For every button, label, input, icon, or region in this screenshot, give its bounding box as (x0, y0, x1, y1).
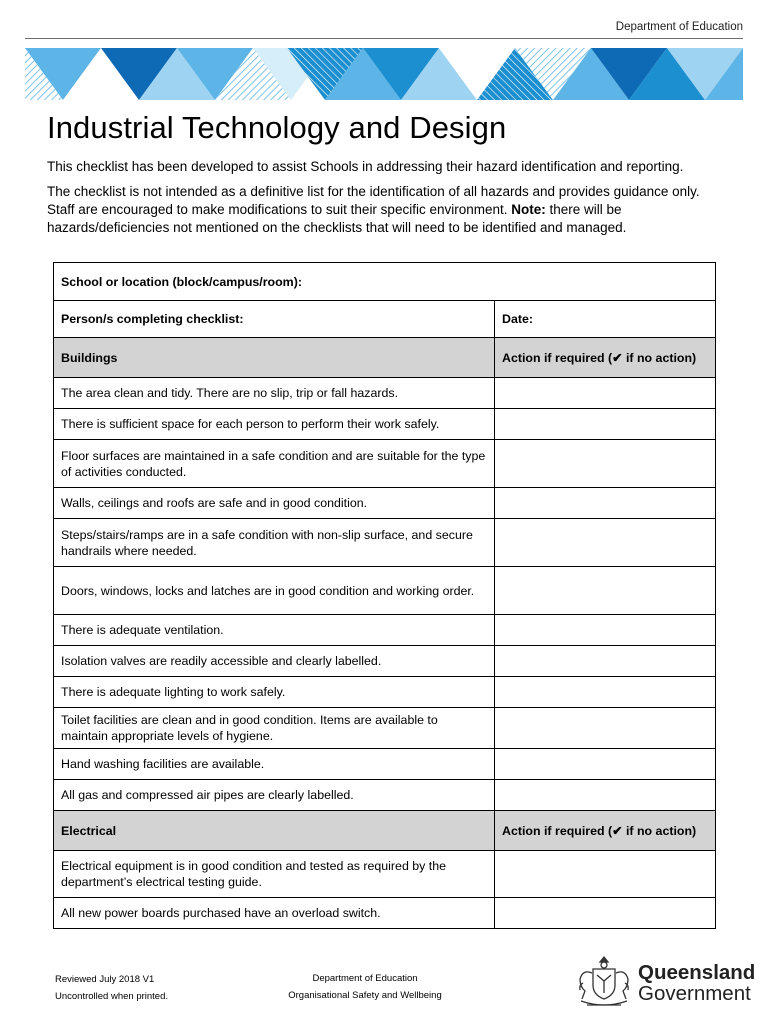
action-cell[interactable] (495, 749, 716, 780)
checklist-item-text: There is adequate ventilation. (54, 615, 495, 646)
action-cell[interactable] (495, 378, 716, 409)
section-header-buildings (54, 338, 716, 378)
checklist-item-text: All new power boards purchased have an overload switch. (54, 898, 495, 929)
action-cell[interactable] (495, 677, 716, 708)
action-cell[interactable] (495, 488, 716, 519)
checklist-row (54, 677, 716, 708)
checklist-row (54, 488, 716, 519)
checklist-row (54, 440, 716, 488)
checklist-item-text: There is sufficient space for each person to perform their work safely. (54, 409, 495, 440)
checklist-row (54, 646, 716, 677)
logo-government-text: Government (638, 982, 751, 1005)
date-field[interactable]: Date: (495, 301, 716, 338)
checklist-item-text: Isolation valves are readily accessible and clearly labelled. (54, 646, 495, 677)
action-cell[interactable] (495, 615, 716, 646)
action-cell[interactable] (495, 567, 716, 615)
checklist-row (54, 519, 716, 567)
intro-paragraph-1: This checklist has been developed to assist Schools in addressing their hazard identification and reporting. (47, 159, 684, 174)
footer-reviewed: Reviewed July 2018 V1 (55, 974, 155, 985)
checklist-item-text: The area clean and tidy. There are no slip, trip or fall hazards. (54, 378, 495, 409)
checklist-item-text: Electrical equipment is in good condition and tested as required by the department’s electrical testing guide. (54, 851, 495, 898)
footer-uncontrolled: Uncontrolled when printed. (55, 991, 169, 1002)
checklist-row (54, 780, 716, 811)
section-header-electrical (54, 811, 716, 851)
header-department: Department of Education (615, 21, 743, 33)
checklist-row (54, 615, 716, 646)
checklist-item-text: Steps/stairs/ramps are in a safe condition with non-slip surface, and secure handrails where needed. (54, 519, 495, 567)
action-column-heading: Action if required (✔ if no action) (495, 811, 716, 851)
note-label: Note: (511, 202, 546, 217)
checklist-row (54, 851, 716, 898)
action-cell[interactable] (495, 780, 716, 811)
footer-left (55, 971, 168, 1005)
action-cell[interactable] (495, 646, 716, 677)
action-cell[interactable] (495, 708, 716, 749)
checklist-item-text: Hand washing facilities are available. (54, 749, 495, 780)
person-field[interactable]: Person/s completing checklist: (54, 301, 495, 338)
queensland-crest-icon (573, 953, 635, 1009)
checklist-row (54, 378, 716, 409)
intro-paragraph-2 (47, 183, 727, 237)
checklist-item-text: Toilet facilities are clean and in good condition. Items are available to maintain appropriate levels of hygiene. (54, 708, 495, 749)
checklist-item-text: Doors, windows, locks and latches are in good condition and working order. (54, 567, 495, 615)
checklist-row (54, 708, 716, 749)
page-title: Industrial Technology and Design (47, 110, 507, 145)
queensland-government-logo (638, 962, 755, 1004)
section-heading: Buildings (54, 338, 495, 378)
triangle-pattern-banner (25, 48, 743, 100)
checklist-item-text: Floor surfaces are maintained in a safe condition and are suitable for the type of activities conducted. (54, 440, 495, 488)
checklist-row (54, 567, 716, 615)
checklist-item-text: Walls, ceilings and roofs are safe and in good condition. (54, 488, 495, 519)
hazard-checklist-table (53, 262, 716, 929)
intro-text (47, 158, 727, 244)
action-column-heading: Action if required (✔ if no action) (495, 338, 716, 378)
checklist-row (54, 898, 716, 929)
checklist-item-text: All gas and compressed air pipes are clearly labelled. (54, 780, 495, 811)
logo-queensland-text: Queensland (638, 961, 756, 984)
location-field[interactable]: School or location (block/campus/room): (54, 263, 716, 301)
checklist-row (54, 749, 716, 780)
action-cell[interactable] (495, 409, 716, 440)
action-cell[interactable] (495, 440, 716, 488)
person-date-row (54, 301, 716, 338)
intro-paragraph-2-continued: there will be hazards/deficiencies not mentioned on the checklists that will need to be identified and managed. (47, 202, 627, 235)
header-divider (25, 38, 743, 39)
intro-paragraph-2-text: The checklist is not intended as a definitive list for the identification of all hazards and provides guidance only. Staff are encouraged to make modifications to suit their specific environment. (47, 184, 700, 217)
footer-center (270, 970, 460, 1004)
checklist-row (54, 409, 716, 440)
action-cell[interactable] (495, 851, 716, 898)
checklist-item-text: There is adequate lighting to work safely. (54, 677, 495, 708)
footer-department: Department of Education (312, 973, 418, 984)
action-cell[interactable] (495, 898, 716, 929)
section-heading: Electrical (54, 811, 495, 851)
action-cell[interactable] (495, 519, 716, 567)
footer-unit: Organisational Safety and Wellbeing (288, 990, 442, 1001)
location-row (54, 263, 716, 301)
